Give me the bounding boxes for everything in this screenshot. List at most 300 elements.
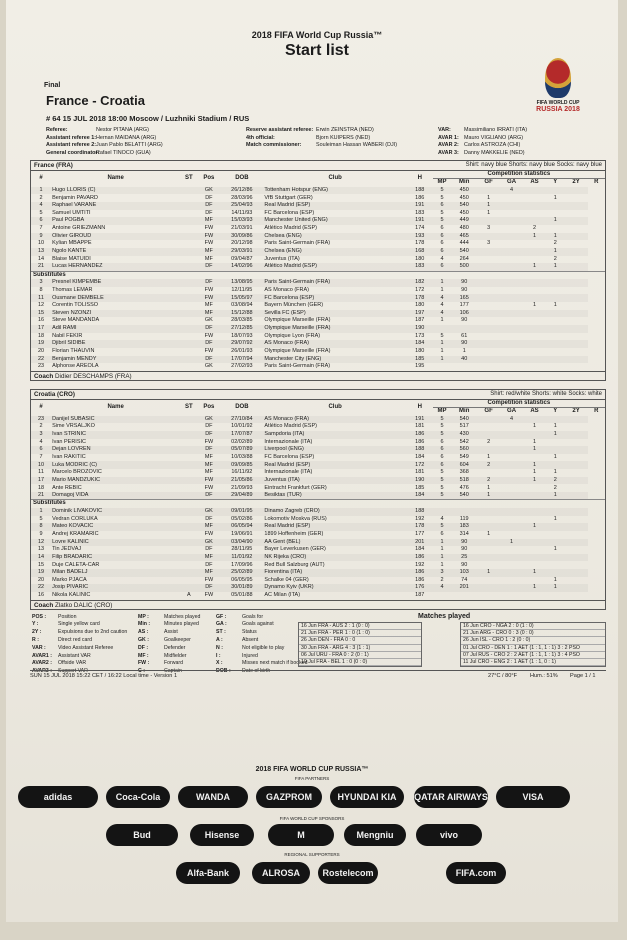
player-mp: 5: [433, 492, 452, 500]
player-ga: [500, 554, 523, 562]
player-mp: 6: [433, 248, 452, 256]
player-row: [31, 454, 605, 462]
player-y: 1: [553, 576, 557, 583]
player-name: Djibril SIDIBE: [51, 340, 180, 348]
event-title: 2018 FIFA World Cup Russia™: [251, 30, 383, 40]
official-role: AVAR 2:: [438, 142, 459, 148]
player-ga: [500, 446, 523, 454]
player-y2: [565, 310, 588, 318]
player-mp: 5: [433, 217, 452, 225]
match-result: 16 Jun FRA - AUS 2 : 1 (0 : 0): [299, 623, 421, 630]
legend-abbr: 2Y :: [32, 629, 42, 636]
player-as: [523, 202, 546, 210]
player-club: AS Monaco (FRA): [264, 286, 310, 293]
player-st: [180, 531, 197, 539]
player-name: Ousmane DEMBELE: [51, 294, 180, 302]
player-dob: 16/11/92: [231, 469, 253, 476]
player-min: 177: [459, 302, 469, 309]
player-y2: [565, 469, 588, 477]
player-y: 1: [546, 217, 565, 225]
player-num: 2: [39, 194, 43, 201]
player-min: 90: [451, 279, 477, 287]
player-mp: 4: [433, 584, 452, 592]
player-mp: 4: [440, 515, 444, 522]
player-st: [180, 516, 197, 524]
player-y2: [565, 240, 588, 248]
match-result: 07 Jul RUS - CRO 2 : 2 AET (1 : 1, 1 : 1) 3 : 4 PSO: [461, 652, 605, 659]
column-header-name: Name: [107, 175, 124, 182]
player-club: Tottenham Hotspur (ENG): [263, 187, 406, 195]
player-dob: 21/03/91: [231, 225, 253, 232]
player-club: Olympique Marseille (FRA): [264, 317, 331, 324]
player-ga: [500, 263, 523, 271]
player-gf: [477, 516, 500, 524]
player-row: [31, 210, 605, 218]
player-gf: [477, 325, 500, 333]
player-mp: 5: [433, 416, 452, 424]
official-name: Hernan MAIDANA (ARG): [96, 134, 157, 141]
player-club: Paris Saint-Germain (FRA): [263, 279, 406, 287]
legend-abbr: GF :: [216, 613, 227, 620]
player-y2: [565, 584, 588, 592]
player-gf: 2: [477, 461, 500, 469]
player-min: 103: [451, 569, 477, 577]
team-title: Croatia (CRO): [34, 390, 75, 398]
player-mp: [433, 363, 452, 371]
player-pos: MF: [197, 569, 220, 577]
player-st: [180, 340, 197, 348]
player-st: [180, 210, 197, 218]
player-gf: 1: [477, 569, 500, 577]
legend-meaning: Date of birth: [242, 668, 271, 675]
team-name: [31, 390, 605, 400]
player-h: 181: [415, 469, 425, 476]
official-role: 4th official:: [246, 134, 275, 141]
player-y: [546, 187, 565, 195]
player-as: [523, 546, 546, 554]
player-num: 9: [39, 530, 43, 537]
player-y: [546, 310, 565, 318]
player-name: Hugo LLORIS (C): [51, 187, 180, 195]
player-as: 1: [523, 446, 546, 454]
legend-meaning: Position: [58, 613, 77, 620]
legend-abbr: AS :: [138, 629, 149, 636]
official-name: Rafael TINOCO (GUA): [96, 149, 151, 156]
partners-row: [6, 786, 618, 810]
player-num: 11: [31, 294, 51, 302]
player-as: [523, 539, 546, 547]
player-h: 201: [407, 539, 433, 547]
player-st: [180, 508, 197, 516]
player-club: Liverpool (ENG): [263, 446, 406, 454]
player-dob: 12/11/95: [231, 286, 253, 293]
player-h: 190: [407, 325, 433, 333]
officials-col2: [246, 127, 397, 150]
player-y2: [565, 492, 588, 500]
player-h: 185: [415, 484, 425, 491]
player-ga: [500, 302, 523, 310]
player-club: Juventus (ITA): [264, 255, 300, 262]
player-dob: 26/12/86: [220, 187, 263, 195]
player-club: Paris Saint-Germain (FRA): [264, 240, 331, 247]
player-dob: 29/03/91: [220, 248, 263, 256]
player-gf: [477, 416, 500, 424]
player-name: Milan BADELJ: [51, 569, 180, 577]
player-y: [546, 202, 565, 210]
player-ga: [500, 516, 523, 524]
player-club: Lokomotiv Moskva (RUS): [264, 515, 327, 522]
player-gf: [477, 294, 500, 302]
player-name: Vedran CORLUKA: [52, 515, 98, 522]
column-header-h: H: [417, 404, 422, 411]
player-club: Bayer Leverkusen (GER): [264, 546, 326, 553]
player-min: 106: [451, 310, 477, 318]
player-row: [31, 484, 605, 492]
column-header-min: Min: [459, 179, 470, 186]
player-pos: DF: [205, 209, 213, 216]
player-as: [523, 240, 546, 248]
player-gf: [477, 423, 500, 431]
player-num: 12: [31, 539, 51, 547]
player-gf: [477, 356, 500, 364]
player-min: 90: [451, 539, 477, 547]
player-club: Dynamo Kyiv (UKR): [263, 584, 406, 592]
player-min: 90: [461, 286, 468, 293]
player-y2: [565, 317, 588, 325]
match-title: France - Croatia: [46, 93, 145, 108]
player-as: [523, 484, 546, 492]
player-gf: [477, 561, 500, 569]
player-club: Olympique Lyon (FRA): [264, 332, 321, 339]
player-st: [180, 416, 197, 424]
legend-meaning: Absent: [242, 637, 259, 644]
player-club: AA Gent (BEL): [263, 539, 406, 547]
player-ga: [500, 531, 523, 539]
player-st: [180, 439, 197, 447]
player-h: 186: [415, 194, 425, 201]
player-ga: 4: [500, 187, 523, 195]
player-y2: [565, 546, 588, 554]
player-y: 2: [553, 255, 557, 262]
player-y2: [565, 484, 588, 492]
column-header-pos: Pos: [203, 404, 215, 411]
player-y: [546, 363, 565, 371]
player-y: [546, 461, 565, 469]
player-y2: [565, 523, 588, 531]
legend-meaning: Injured: [242, 652, 258, 659]
player-num: 18: [37, 484, 45, 491]
player-row: [31, 302, 605, 310]
player-h: 186: [407, 554, 433, 562]
player-st: [180, 233, 197, 241]
player-pos: FW: [197, 233, 220, 241]
player-row: [31, 546, 605, 554]
player-y: [546, 333, 565, 341]
official-role: Reserve assistant referee:: [246, 127, 314, 133]
match-result: 10 Jul FRA - BEL 1 : 0 (0 : 0): [299, 659, 421, 666]
player-ga: [500, 240, 523, 248]
match-result: 11 Jul CRO - ENG 2 : 1 AET (1 : 1, 0 : 1): [461, 659, 605, 666]
player-dob: 09/09/85: [220, 461, 263, 469]
player-mp: 1: [433, 539, 452, 547]
player-st: [180, 492, 197, 500]
player-y2: [565, 294, 588, 302]
player-num: 14: [37, 255, 45, 262]
player-min: 604: [451, 461, 477, 469]
player-mp: 5: [440, 423, 444, 430]
player-num: 23: [31, 416, 51, 424]
player-ga: [500, 294, 523, 302]
player-min: 518: [451, 477, 477, 485]
official-role: Referee:: [46, 127, 68, 133]
player-pos: DF: [205, 515, 213, 522]
player-h: 187: [415, 317, 425, 324]
substitutes-label: Substitutes: [31, 271, 605, 279]
player-min: 450: [451, 187, 477, 195]
player-pos: MF: [197, 523, 220, 531]
legend-meaning: Assist: [164, 629, 178, 636]
player-ga: [500, 225, 523, 233]
player-mp: 5: [433, 431, 452, 439]
player-y2: [565, 461, 588, 469]
player-club: Olympique Marseille (FRA): [263, 325, 406, 333]
player-y2: [565, 248, 588, 256]
player-h: 174: [415, 225, 425, 232]
player-num: 18: [37, 332, 45, 339]
player-pos: MF: [204, 302, 213, 309]
player-pos: MF: [204, 469, 213, 476]
legend-abbr: Y :: [32, 621, 39, 628]
player-as: [523, 256, 546, 264]
player-h: 186: [415, 438, 425, 445]
player-h: 186: [407, 569, 433, 577]
player-h: 180: [415, 348, 425, 354]
player-row: [31, 461, 605, 469]
player-gf: [477, 340, 500, 348]
player-as: 1: [523, 461, 546, 469]
player-ga: [500, 348, 523, 356]
legend-meaning: Offside VAR: [58, 660, 87, 667]
player-y2: [565, 225, 588, 233]
player-as: [523, 187, 546, 195]
player-min: 444: [459, 240, 469, 247]
team-kit: Shirt: red/white Shorts: white Socks: white: [490, 390, 602, 397]
document-title: Start list: [284, 42, 349, 59]
player-num: 6: [31, 446, 51, 454]
player-pos: DF: [197, 279, 220, 287]
competition-statistics-header: Competition statistics: [433, 171, 605, 179]
player-as: [523, 431, 546, 439]
player-st: [180, 431, 197, 439]
player-name: Luka MODRIC (C): [51, 461, 180, 469]
player-as: [523, 317, 546, 325]
player-min: 90: [451, 340, 477, 348]
player-y: [546, 210, 565, 218]
world-cup-logo: FIFA WORLD CUP RUSSIA 2018: [530, 58, 586, 122]
legend-abbr: I :: [216, 652, 221, 659]
player-min: 450: [459, 194, 469, 201]
document-footer: [30, 670, 606, 684]
player-y2: [565, 333, 588, 341]
player-pos: DF: [197, 202, 220, 210]
player-h: 191: [407, 416, 433, 424]
player-as: [523, 333, 546, 341]
player-dob: 02/02/89: [231, 438, 253, 445]
official-name: Erwin ZEINSTRA (NED): [316, 127, 374, 133]
player-y2: [565, 554, 588, 562]
player-as: [523, 592, 546, 600]
player-num: 3: [31, 279, 51, 287]
legend-abbr: AVAR1 :: [32, 652, 52, 659]
official-row: [246, 142, 397, 150]
team-panel-croatia: [30, 389, 606, 610]
player-name: Sime VRSALJKO: [52, 423, 95, 430]
player-gf: 1: [487, 530, 491, 537]
weather: 27°C / 80°F: [488, 672, 518, 679]
coach-row: [31, 600, 605, 609]
player-row: [31, 431, 605, 439]
player-gf: [477, 577, 500, 585]
legend-item: [32, 614, 152, 622]
player-min: 264: [459, 255, 469, 262]
player-min: 368: [459, 469, 469, 476]
player-club: AS Monaco (FRA): [263, 416, 406, 424]
match-info: # 64 15 JUL 2018 18:00 Moscow / Luzhniki Stadium / RUS: [46, 114, 250, 123]
player-st: [180, 325, 197, 333]
player-y2: [565, 233, 588, 241]
column-header-ga: GA: [507, 408, 517, 415]
legend-abbr: N :: [216, 644, 223, 651]
player-as: 1: [523, 569, 546, 577]
player-dob: 15/12/88: [220, 310, 263, 318]
sponsors-label: FIFA WORLD CUP SPONSORS: [279, 816, 345, 821]
official-name: Nestor PITANA (ARG): [96, 127, 149, 133]
player-y: 2: [553, 484, 557, 491]
column-header-dob: DOB: [235, 404, 249, 411]
player-y2: [565, 279, 588, 287]
legend-meaning: Expulsions due to 2nd caution: [58, 629, 128, 636]
regional-label: REGIONAL SUPPORTERS: [284, 852, 340, 857]
player-num: 21: [31, 492, 51, 500]
team-kit: Shirt: navy blue Shorts: navy blue Socks: navy blue: [465, 162, 602, 168]
player-st: A: [186, 592, 191, 599]
team-table: [31, 400, 605, 600]
player-min: 540: [451, 248, 477, 256]
player-name: Marko PJACA: [52, 576, 87, 583]
player-row: [31, 523, 605, 531]
column-header-st: ST: [184, 404, 193, 411]
player-ga: [500, 233, 523, 241]
player-y2: [565, 287, 588, 295]
player-num: 23: [37, 363, 45, 370]
sponsor-logo: adidas: [18, 786, 98, 808]
legend-abbr: AVAR2 :: [32, 660, 52, 667]
officials-col1: [46, 127, 163, 157]
player-y2: [565, 194, 588, 202]
player-pos: FW: [204, 332, 214, 339]
player-mp: 6: [440, 225, 444, 232]
player-row: [31, 194, 605, 202]
player-pos: MF: [197, 310, 220, 318]
player-as: [523, 287, 546, 295]
player-name: Mateo KOVACIC: [51, 523, 180, 531]
player-row: [31, 294, 605, 302]
player-row: [31, 554, 605, 562]
legend-item: [32, 645, 152, 653]
player-name: Tin JEDVAJ: [52, 546, 82, 553]
player-y2: [565, 508, 588, 516]
player-mp: 5: [433, 477, 452, 485]
player-name: Ivan STRINIC: [51, 431, 180, 439]
player-dob: 15/05/97: [220, 294, 263, 302]
player-mp: 6: [440, 453, 444, 460]
player-dob: 19/06/91: [231, 530, 253, 537]
legend-abbr: GA :: [216, 621, 227, 628]
player-name: Raphael VARANE: [51, 202, 180, 210]
player-ga: [500, 546, 523, 554]
player-y2: [565, 431, 588, 439]
player-as: [523, 194, 546, 202]
column-header-gf: GF: [484, 179, 493, 186]
player-mp: 4: [440, 302, 444, 309]
column-header-r: R: [594, 408, 599, 415]
player-name: Ivan RAKITIC: [52, 453, 86, 460]
official-name: Souleiman Hassan WABERI (DJI): [316, 142, 397, 148]
player-row: [31, 348, 605, 356]
player-ga: [500, 492, 523, 500]
player-h: 188: [407, 187, 433, 195]
player-mp: [433, 325, 452, 333]
player-mp: 4: [433, 310, 452, 318]
player-row: [31, 516, 605, 524]
player-gf: [477, 546, 500, 554]
player-name: Paul POGBA: [51, 217, 180, 225]
player-name: Filip BRADARIC: [51, 554, 180, 562]
player-y: [546, 508, 565, 516]
player-y2: [565, 477, 588, 485]
player-min: [451, 508, 477, 516]
player-ga: [500, 508, 523, 516]
player-row: [31, 477, 605, 485]
official-row: [246, 127, 397, 135]
player-name: Ante REBIC: [52, 484, 82, 491]
player-as: [523, 561, 546, 569]
player-st: [180, 348, 197, 356]
player-y: [546, 225, 565, 233]
player-club: FC Barcelona (ESP): [264, 453, 315, 460]
player-h: 176: [407, 584, 433, 592]
player-pos: FW: [197, 477, 220, 485]
player-dob: 13/08/95: [220, 279, 263, 287]
player-gf: [477, 333, 500, 341]
player-row: [31, 569, 605, 577]
column-header-club: Club: [328, 175, 342, 182]
player-y2: [565, 202, 588, 210]
coach-row: [31, 371, 605, 380]
player-y2: [565, 210, 588, 218]
player-st: [180, 469, 197, 477]
player-h: 192: [415, 561, 425, 568]
player-as: [523, 325, 546, 333]
legend-abbr: MF :: [138, 652, 149, 659]
official-row: [46, 127, 163, 135]
legend-meaning: Goals for: [242, 613, 264, 620]
official-row: [438, 150, 527, 158]
player-min: 476: [459, 484, 469, 491]
official-name: Mauro VIGLIANO (ARG): [464, 134, 524, 141]
player-st: [180, 225, 197, 233]
column-header-ga: GA: [507, 179, 517, 186]
